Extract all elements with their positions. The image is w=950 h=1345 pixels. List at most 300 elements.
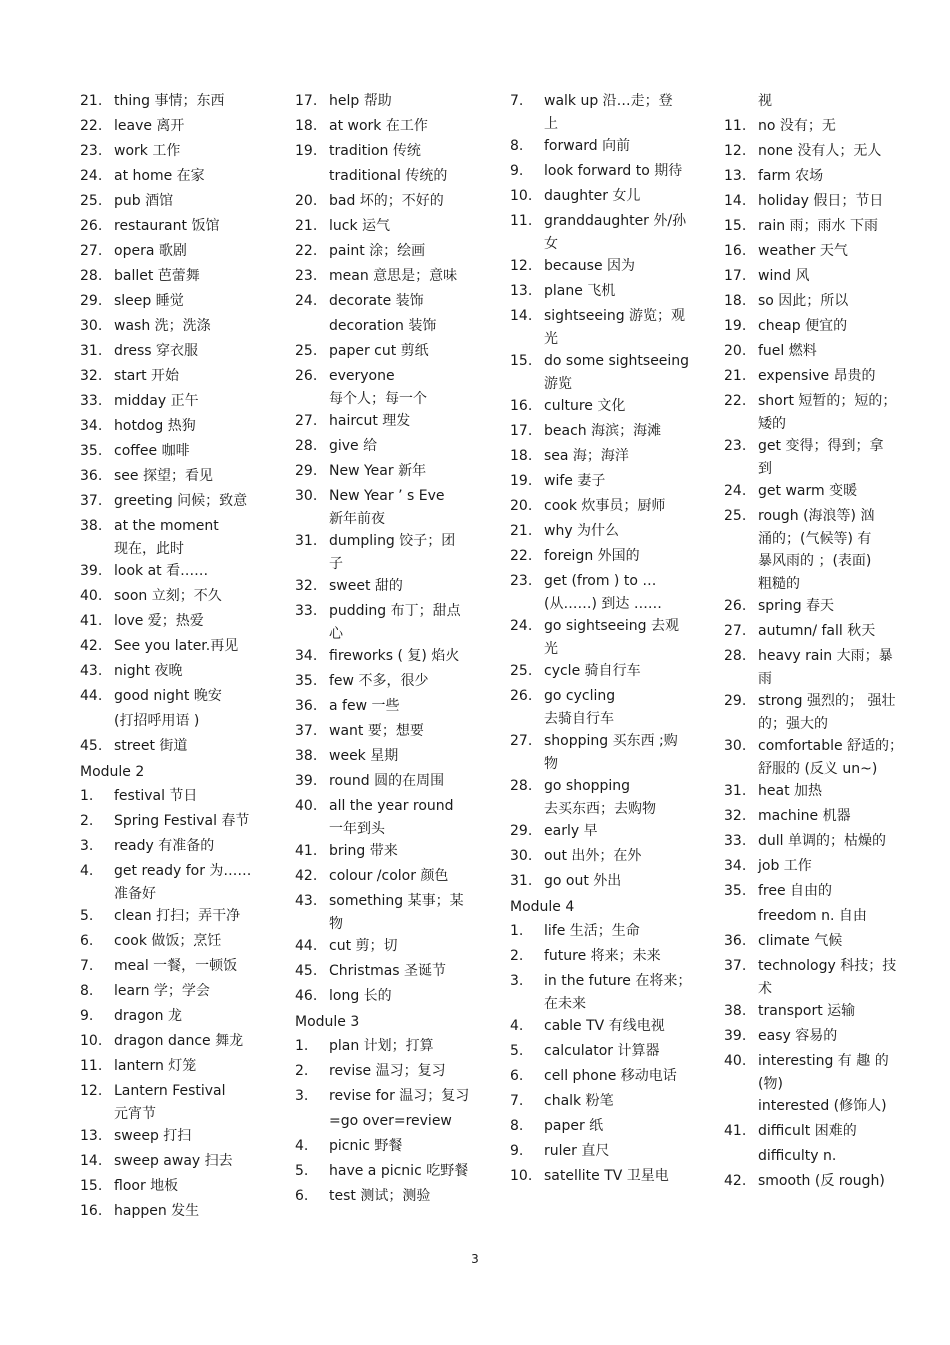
vocab-entry: [295, 290, 490, 315]
entry-text: paper cut 剪纸: [329, 343, 429, 359]
entry-number: 20.: [510, 498, 533, 514]
vocab-entry: [724, 930, 914, 955]
vocab-entry: [724, 1170, 914, 1195]
vocab-entry: [80, 1200, 280, 1225]
entry-text: in the future 在将来； 在未来: [544, 973, 692, 1012]
entry-number: 14.: [724, 193, 747, 209]
vocab-entry: [295, 960, 490, 985]
entry-number: 20.: [724, 343, 747, 359]
vocab-entry: [295, 1135, 490, 1160]
entry-text: autumn/ fall 秋天: [758, 623, 876, 639]
entry-text: lantern 灯笼: [114, 1058, 197, 1074]
entry-text: See you later.再见: [114, 638, 239, 654]
vocab-entry: [510, 615, 700, 660]
entry-text: meal 一餐，一顿饭: [114, 958, 238, 974]
entry-number: 42.: [724, 1173, 747, 1189]
vocab-entry: [724, 90, 914, 115]
entry-text: want 要；想要: [329, 723, 424, 739]
entry-text: get ready for 为…… 准备好: [114, 863, 252, 902]
entry-number: [295, 165, 329, 190]
entry-text: climate 气候: [758, 933, 843, 949]
entry-text: rough (海浪等) 汹 涌的；(气候等) 有 暴风雨的 ；(表面) 粗糙的: [758, 508, 875, 592]
entry-number: 34.: [80, 418, 103, 434]
entry-text: why 为什么: [544, 523, 620, 539]
vocab-entry: [80, 980, 280, 1005]
entry-number: 7.: [80, 958, 94, 974]
vocab-entry: [510, 775, 700, 820]
vocab-entry: [80, 215, 280, 240]
entry-text: at the moment 现在，此时: [114, 518, 219, 557]
entry-number: [80, 710, 114, 735]
vocab-column-4: [724, 90, 914, 1195]
entry-text: go sightseeing 去观 光: [544, 618, 679, 657]
entry-number: 39.: [724, 1028, 747, 1044]
entry-number: 13.: [724, 168, 747, 184]
vocab-entry: [80, 265, 280, 290]
vocab-entry: [724, 955, 914, 1000]
entry-text: cut 剪；切: [329, 938, 398, 954]
vocab-entry: [510, 545, 700, 570]
vocab-entry: [295, 315, 490, 340]
entry-text: easy 容易的: [758, 1028, 838, 1044]
entry-text: bad 坏的；不好的: [329, 193, 444, 209]
entry-text: smooth (反 rough): [758, 1173, 885, 1189]
vocab-entry: [724, 855, 914, 880]
entry-text: week 星期: [329, 748, 399, 764]
entry-number: 1.: [80, 788, 94, 804]
entry-number: 37.: [80, 493, 103, 509]
vocab-entry: [510, 1090, 700, 1115]
entry-text: picnic 野餐: [329, 1138, 403, 1154]
entry-number: 8.: [80, 983, 94, 999]
entry-number: 36.: [724, 933, 747, 949]
entry-number: 28.: [80, 268, 103, 284]
entry-number: 1.: [295, 1038, 309, 1054]
entry-text: foreign 外国的: [544, 548, 640, 564]
vocab-entry: [80, 190, 280, 215]
entry-number: 28.: [510, 778, 533, 794]
vocab-entry: [295, 115, 490, 140]
entry-text: do some sightseeing 游览: [544, 353, 690, 392]
entry-number: 11.: [724, 118, 747, 134]
vocab-entry: [724, 690, 914, 735]
entry-text: job 工作: [758, 858, 812, 874]
entry-number: 7.: [510, 1093, 524, 1109]
entry-text: dragon 龙: [114, 1008, 182, 1024]
vocab-entry: [295, 890, 490, 935]
entry-text: interesting 有 趣 的 (物): [758, 1053, 889, 1092]
vocab-entry: [724, 290, 914, 315]
entry-number: 24.: [724, 483, 747, 499]
entry-number: 22.: [80, 118, 103, 134]
vocab-entry: [510, 350, 700, 395]
vocab-entry: [510, 1140, 700, 1165]
entry-text: calculator 计算器: [544, 1043, 660, 1059]
entry-text: wife 妻子: [544, 473, 606, 489]
vocab-entry: [295, 600, 490, 645]
entry-text: mean 意思是；意味: [329, 268, 458, 284]
entry-number: 16.: [80, 1203, 103, 1219]
entry-text: technology 科技；技 术: [758, 958, 897, 997]
vocab-entry: [80, 835, 280, 860]
entry-number: 8.: [510, 1118, 524, 1134]
entry-number: 32.: [295, 578, 318, 594]
entry-number: 44.: [80, 688, 103, 704]
entry-text: plane 飞机: [544, 283, 616, 299]
vocab-entry: [80, 785, 280, 810]
entry-number: 21.: [80, 93, 103, 109]
entry-text: chalk 粉笔: [544, 1093, 614, 1109]
entry-number: 8.: [510, 138, 524, 154]
entry-number: 42.: [295, 868, 318, 884]
entry-number: 20.: [295, 193, 318, 209]
entry-text: haircut 理发: [329, 413, 411, 429]
entry-number: 23.: [295, 268, 318, 284]
entry-text: street 街道: [114, 738, 188, 754]
entry-text: thing 事情；东西: [114, 93, 225, 109]
entry-text: machine 机器: [758, 808, 851, 824]
vocab-entry: [295, 720, 490, 745]
entry-text: sightseeing 游览；观 光: [544, 308, 686, 347]
vocab-entry: [80, 365, 280, 390]
entry-text: 视: [758, 93, 772, 109]
entry-number: 9.: [510, 163, 524, 179]
vocab-entry: [724, 505, 914, 595]
entry-text: something 某事；某 物: [329, 893, 464, 932]
vocab-entry: [510, 945, 700, 970]
entry-number: 35.: [80, 443, 103, 459]
entry-text: give 给: [329, 438, 378, 454]
entry-text: out 出外；在外: [544, 848, 642, 864]
entry-text: holiday 假日；节日: [758, 193, 884, 209]
entry-text: floor 地板: [114, 1178, 179, 1194]
entry-number: 36.: [80, 468, 103, 484]
vocab-entry: [80, 90, 280, 115]
vocab-entry: [724, 340, 914, 365]
entry-number: 7.: [510, 93, 524, 109]
vocab-entry: [80, 735, 280, 760]
entry-number: 23.: [510, 573, 533, 589]
vocab-entry: [80, 810, 280, 835]
entry-text: wind 风: [758, 268, 810, 284]
entry-number: 29.: [724, 693, 747, 709]
entry-text: no 没有；无: [758, 118, 836, 134]
vocab-entry: [724, 1120, 914, 1145]
entry-text: cycle 骑自行车: [544, 663, 641, 679]
entry-text: paint 涂；绘画: [329, 243, 426, 259]
entry-text: ruler 直尺: [544, 1143, 610, 1159]
vocab-entry: [80, 415, 280, 440]
entry-number: 39.: [80, 563, 103, 579]
vocab-entry: [724, 315, 914, 340]
vocab-entry: [80, 1175, 280, 1200]
entry-number: 5.: [510, 1043, 524, 1059]
entry-text: Christmas 圣诞节: [329, 963, 447, 979]
entry-text: interested (修饰人): [758, 1098, 887, 1114]
entry-number: 32.: [80, 368, 103, 384]
entry-text: luck 运气: [329, 218, 391, 234]
vocab-entry: [80, 1055, 280, 1080]
entry-number: 3.: [510, 973, 524, 989]
vocab-column-1: [80, 90, 280, 1225]
entry-text: short 短暂的；短的； 矮的: [758, 393, 897, 432]
entry-number: 45.: [80, 738, 103, 754]
entry-number: 33.: [80, 393, 103, 409]
vocab-entry: [80, 660, 280, 685]
entry-text: restaurant 饭馆: [114, 218, 220, 234]
entry-number: 18.: [510, 448, 533, 464]
vocab-entry: [295, 1035, 490, 1060]
entry-number: 24.: [80, 168, 103, 184]
entry-number: 37.: [724, 958, 747, 974]
entry-number: 16.: [510, 398, 533, 414]
entry-text: cook 做饭；烹饪: [114, 933, 222, 949]
entry-text: round 圆的在周围: [329, 773, 445, 789]
entry-text: help 帮助: [329, 93, 392, 109]
vocab-entry: [80, 560, 280, 585]
vocab-entry: [80, 930, 280, 955]
entry-text: dumpling 饺子；团 子: [329, 533, 456, 572]
vocab-entry: [724, 735, 914, 780]
entry-text: farm 农场: [758, 168, 824, 184]
vocab-entry: [295, 1060, 490, 1085]
entry-number: 41.: [724, 1123, 747, 1139]
vocab-entry: [80, 115, 280, 140]
vocab-entry: [295, 695, 490, 720]
entry-text: learn 学；学会: [114, 983, 210, 999]
vocab-entry: [724, 165, 914, 190]
entry-number: 45.: [295, 963, 318, 979]
entry-text: clean 打扫；弄干净: [114, 908, 241, 924]
entry-number: 21.: [510, 523, 533, 539]
vocab-entry: [724, 645, 914, 690]
vocab-entry: [510, 210, 700, 255]
vocab-entry: [80, 315, 280, 340]
entry-text: coffee 咖啡: [114, 443, 190, 459]
entry-number: 25.: [295, 343, 318, 359]
vocab-entry: [724, 1050, 914, 1095]
entry-number: 22.: [510, 548, 533, 564]
vocab-entry: [510, 920, 700, 945]
entry-number: 37.: [295, 723, 318, 739]
entry-number: 33.: [295, 603, 318, 619]
entry-text: cable TV 有线电视: [544, 1018, 665, 1034]
entry-text: decoration 装饰: [329, 318, 437, 334]
vocab-entry: [510, 160, 700, 185]
vocab-entry: [295, 190, 490, 215]
vocab-entry: [510, 280, 700, 305]
entry-text: opera 歌剧: [114, 243, 187, 259]
vocab-entry: [80, 860, 280, 905]
vocab-entry: [510, 870, 700, 895]
entry-text: see 探望；看见: [114, 468, 213, 484]
entry-number: 15.: [80, 1178, 103, 1194]
vocab-entry: [724, 265, 914, 290]
entry-text: traditional 传统的: [329, 168, 448, 184]
vocab-entry: [80, 905, 280, 930]
vocab-entry: [80, 585, 280, 610]
entry-number: 11.: [80, 1058, 103, 1074]
vocab-entry: [295, 435, 490, 460]
vocab-entry: [295, 670, 490, 695]
entry-text: cell phone 移动电话: [544, 1068, 677, 1084]
entry-number: 33.: [724, 833, 747, 849]
module-heading: Module 4: [510, 899, 575, 915]
entry-text: get 变得；得到；拿 到: [758, 438, 884, 477]
entry-number: 27.: [724, 623, 747, 639]
vocab-entry: [80, 515, 280, 560]
entry-number: 5.: [80, 908, 94, 924]
entry-text: so 因此；所以: [758, 293, 849, 309]
module-heading: Module 3: [295, 1014, 360, 1030]
entry-number: 38.: [80, 518, 103, 534]
entry-text: get (from ) to … (从……) 到达 ……: [544, 573, 662, 612]
entry-number: [724, 905, 758, 930]
entry-number: 9.: [510, 1143, 524, 1159]
entry-number: 10.: [80, 1033, 103, 1049]
entry-number: 9.: [80, 1008, 94, 1024]
vocab-entry: [510, 185, 700, 210]
entry-number: [724, 1145, 758, 1170]
vocab-entry: [295, 985, 490, 1010]
vocab-entry: [80, 490, 280, 515]
vocab-entry: [510, 1040, 700, 1065]
entry-number: 40.: [295, 798, 318, 814]
vocab-entry: [510, 685, 700, 730]
entry-text: shopping 买东西 ;购 物: [544, 733, 678, 772]
entry-text: because 因为: [544, 258, 636, 274]
entry-number: 6.: [295, 1188, 309, 1204]
entry-text: go shopping 去买东西；去购物: [544, 778, 656, 817]
entry-number: 31.: [295, 533, 318, 549]
entry-text: plan 计划；打算: [329, 1038, 434, 1054]
vocab-entry: [295, 265, 490, 290]
entry-text: pub 酒馆: [114, 193, 174, 209]
entry-text: fireworks ( 复) 焰火: [329, 648, 460, 664]
entry-text: dress 穿衣服: [114, 343, 198, 359]
entry-text: colour /color 颜色: [329, 868, 449, 884]
entry-text: expensive 昂贵的: [758, 368, 876, 384]
entry-text: hotdog 热狗: [114, 418, 196, 434]
entry-text: difficulty n.: [758, 1148, 837, 1164]
entry-number: 14.: [80, 1153, 103, 1169]
vocab-entry: [724, 240, 914, 265]
vocab-entry: [80, 165, 280, 190]
entry-text: a few 一些: [329, 698, 400, 714]
vocab-entry: [295, 365, 490, 410]
vocab-entry: [510, 845, 700, 870]
vocab-entry: [295, 1085, 490, 1110]
entry-text: night 夜晚: [114, 663, 183, 679]
vocab-entry: [510, 395, 700, 420]
entry-number: 43.: [80, 663, 103, 679]
vocab-entry: [80, 610, 280, 635]
entry-number: 13.: [510, 283, 533, 299]
entry-text: everyone 每个人；每一个: [329, 368, 427, 407]
vocab-entry: [510, 1165, 700, 1190]
vocab-entry: [724, 905, 914, 930]
entry-number: 26.: [724, 598, 747, 614]
entry-number: 18.: [724, 293, 747, 309]
entry-text: dull 单调的；枯燥的: [758, 833, 886, 849]
entry-text: spring 春天: [758, 598, 835, 614]
entry-number: 19.: [295, 143, 318, 159]
entry-number: 35.: [295, 673, 318, 689]
vocab-entry: [80, 635, 280, 660]
vocab-entry: [295, 865, 490, 890]
entry-number: 31.: [80, 343, 103, 359]
vocab-entry: [724, 390, 914, 435]
entry-text: get warm 变暖: [758, 483, 858, 499]
entry-number: 2.: [295, 1063, 309, 1079]
entry-text: all the year round 一年到头: [329, 798, 454, 837]
entry-number: 38.: [295, 748, 318, 764]
vocab-entry: [295, 575, 490, 600]
entry-number: 4.: [510, 1018, 524, 1034]
vocab-entry: [295, 645, 490, 670]
vocab-entry: [80, 1005, 280, 1030]
entry-number: 1.: [510, 923, 524, 939]
vocab-entry: [295, 795, 490, 840]
vocab-entry: [80, 240, 280, 265]
entry-number: 3.: [295, 1088, 309, 1104]
entry-text: free 自由的: [758, 883, 833, 899]
vocab-entry: [295, 485, 490, 530]
entry-text: none 没有人；无人: [758, 143, 882, 159]
entry-number: [724, 90, 758, 115]
entry-text: paper 纸: [544, 1118, 604, 1134]
vocab-entry: [295, 90, 490, 115]
vocab-entry: [80, 685, 280, 710]
entry-text: New Year 新年: [329, 463, 427, 479]
entry-text: go out 外出: [544, 873, 622, 889]
entry-text: ready 有准备的: [114, 838, 215, 854]
vocab-entry: [80, 1080, 280, 1125]
vocab-column-3: [510, 90, 700, 1190]
entry-text: sleep 睡觉: [114, 293, 184, 309]
entry-number: 5.: [295, 1163, 309, 1179]
entry-number: 44.: [295, 938, 318, 954]
vocab-entry: [724, 140, 914, 165]
entry-text: ballet 芭蕾舞: [114, 268, 200, 284]
vocab-entry: [510, 1115, 700, 1140]
entry-text: satellite TV 卫星电: [544, 1168, 669, 1184]
vocab-entry: [510, 445, 700, 470]
vocab-entry: [295, 935, 490, 960]
vocab-entry: [724, 1025, 914, 1050]
entry-text: =go over=review: [329, 1113, 452, 1129]
entry-text: cook 炊事员；厨师: [544, 498, 666, 514]
vocab-entry: [510, 520, 700, 545]
entry-number: 34.: [295, 648, 318, 664]
vocab-entry: [510, 1065, 700, 1090]
entry-number: 30.: [295, 488, 318, 504]
entry-number: 27.: [80, 243, 103, 259]
entry-text: sweep 打扫: [114, 1128, 192, 1144]
entry-number: 14.: [510, 308, 533, 324]
vocab-entry: [295, 140, 490, 165]
entry-number: 16.: [724, 243, 747, 259]
entry-number: 18.: [295, 118, 318, 134]
entry-text: start 开始: [114, 368, 180, 384]
entry-number: 17.: [724, 268, 747, 284]
entry-number: 25.: [510, 663, 533, 679]
module-heading: Module 2: [80, 764, 145, 780]
entry-text: at work 在工作: [329, 118, 428, 134]
entry-text: sea 海；海洋: [544, 448, 629, 464]
entry-number: 6.: [80, 933, 94, 949]
entry-number: 27.: [510, 733, 533, 749]
